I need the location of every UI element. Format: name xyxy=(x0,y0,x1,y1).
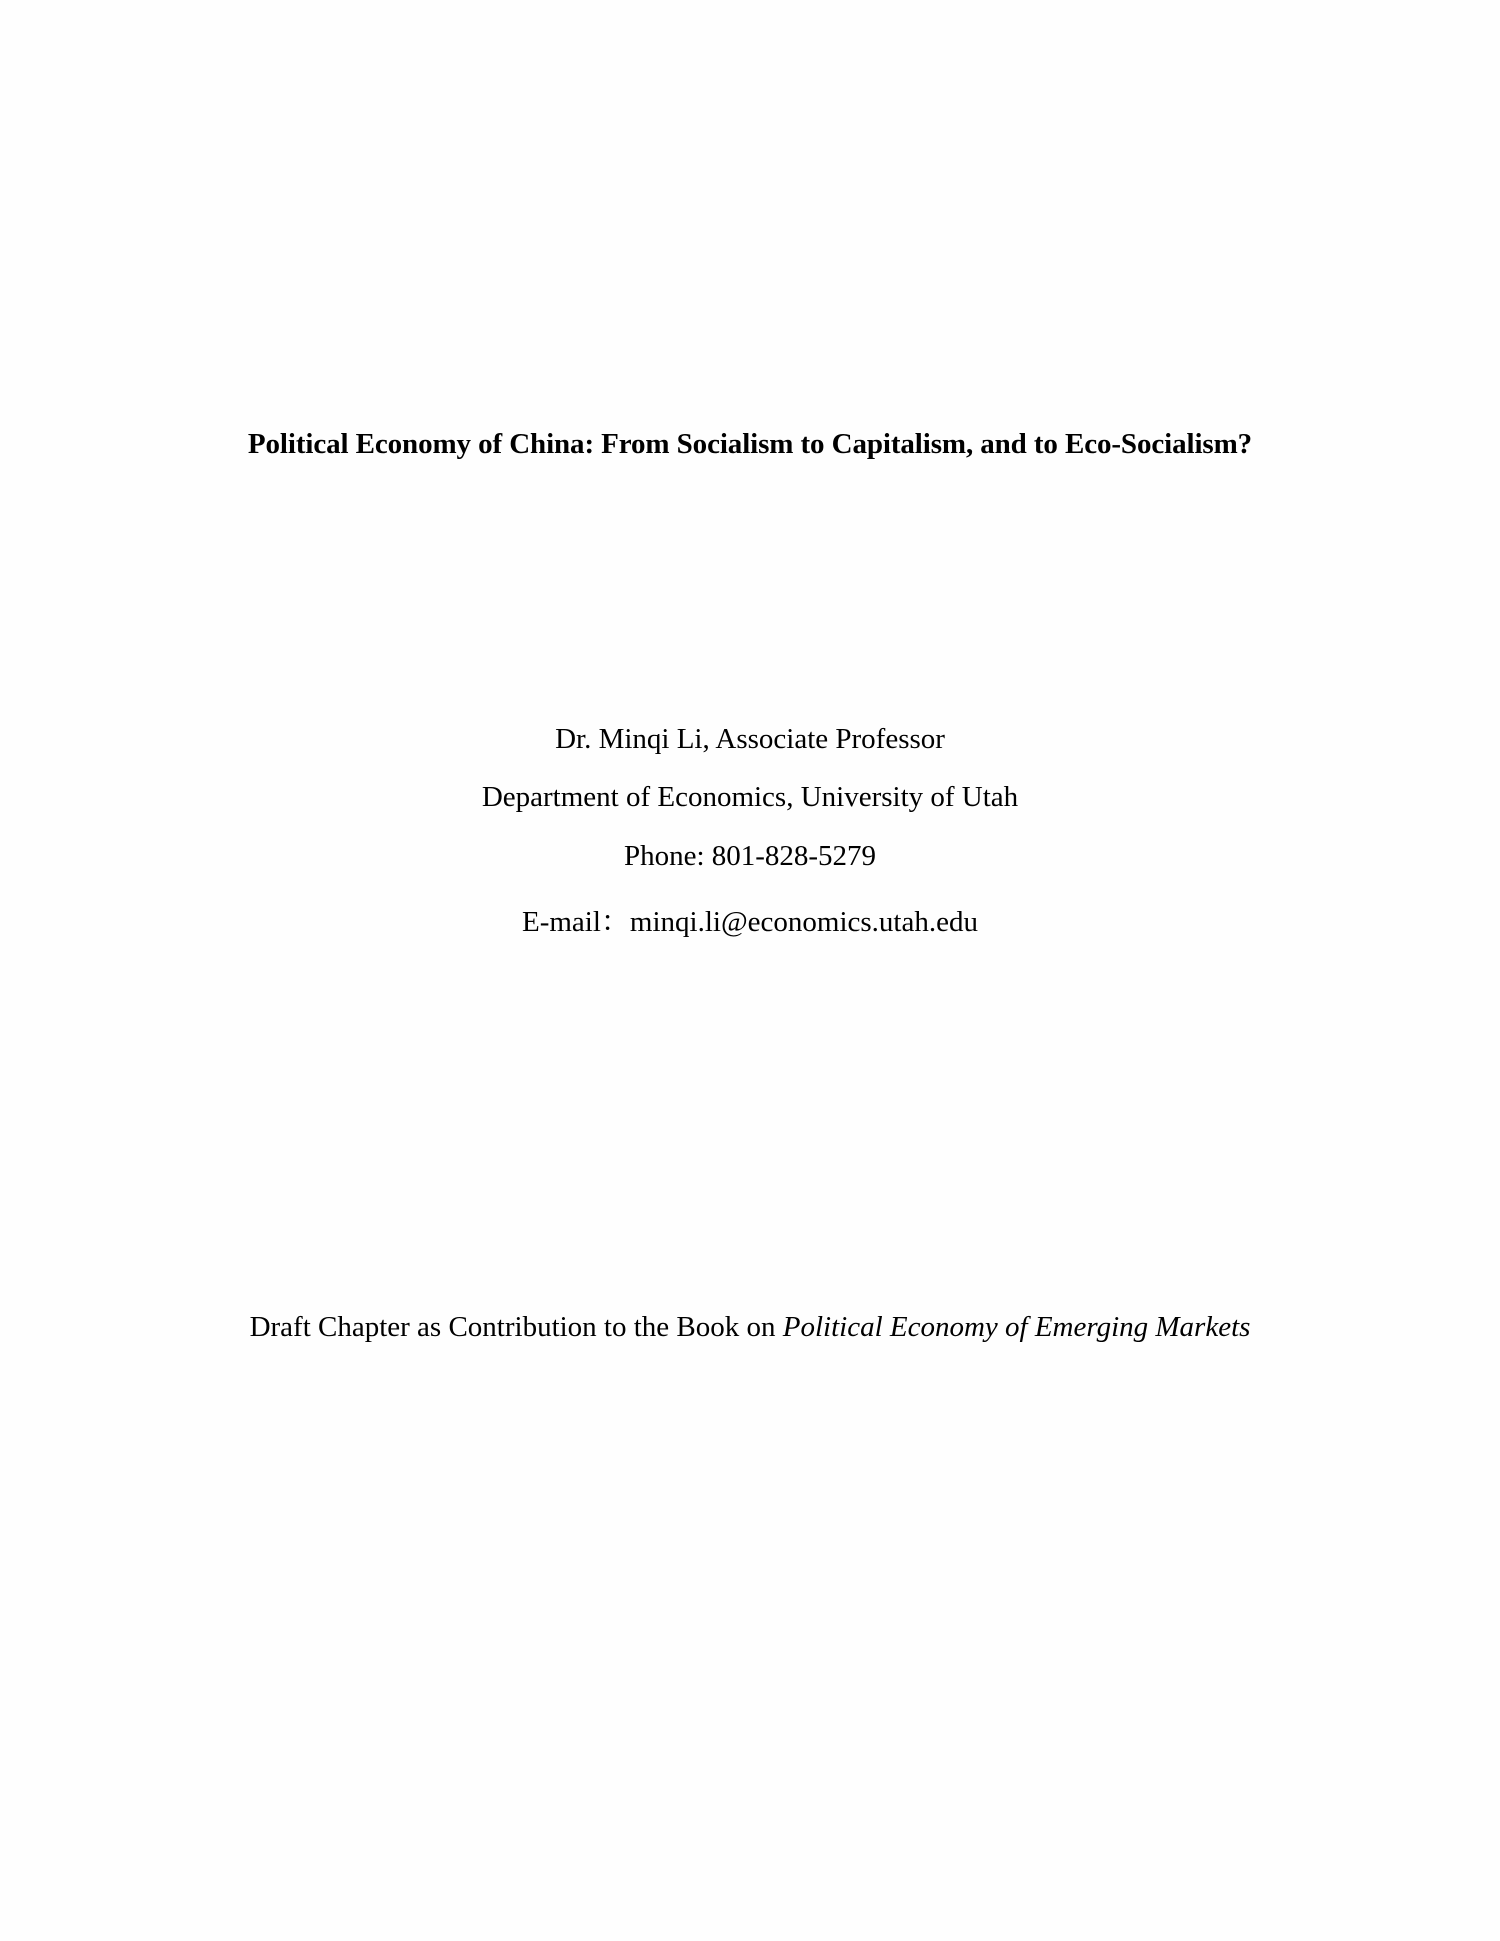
paper-title: Political Economy of China: From Socialism to Capitalism, and to Eco-Socialism? xyxy=(247,428,1253,460)
author-name: Dr. Minqi Li, Associate Professor xyxy=(555,723,945,755)
author-phone: Phone: 801-828-5279 xyxy=(623,840,877,872)
author-affiliation: Department of Economics, University of Utah xyxy=(481,781,1019,813)
book-title: Political Economy of Emerging Markets xyxy=(782,1311,1251,1343)
contribution-note xyxy=(0,1311,1500,1344)
author-email: E-mail：minqi.li@economics.utah.edu xyxy=(522,906,978,938)
contribution-prefix: Draft Chapter as Contribution to the Book on xyxy=(249,1311,783,1343)
